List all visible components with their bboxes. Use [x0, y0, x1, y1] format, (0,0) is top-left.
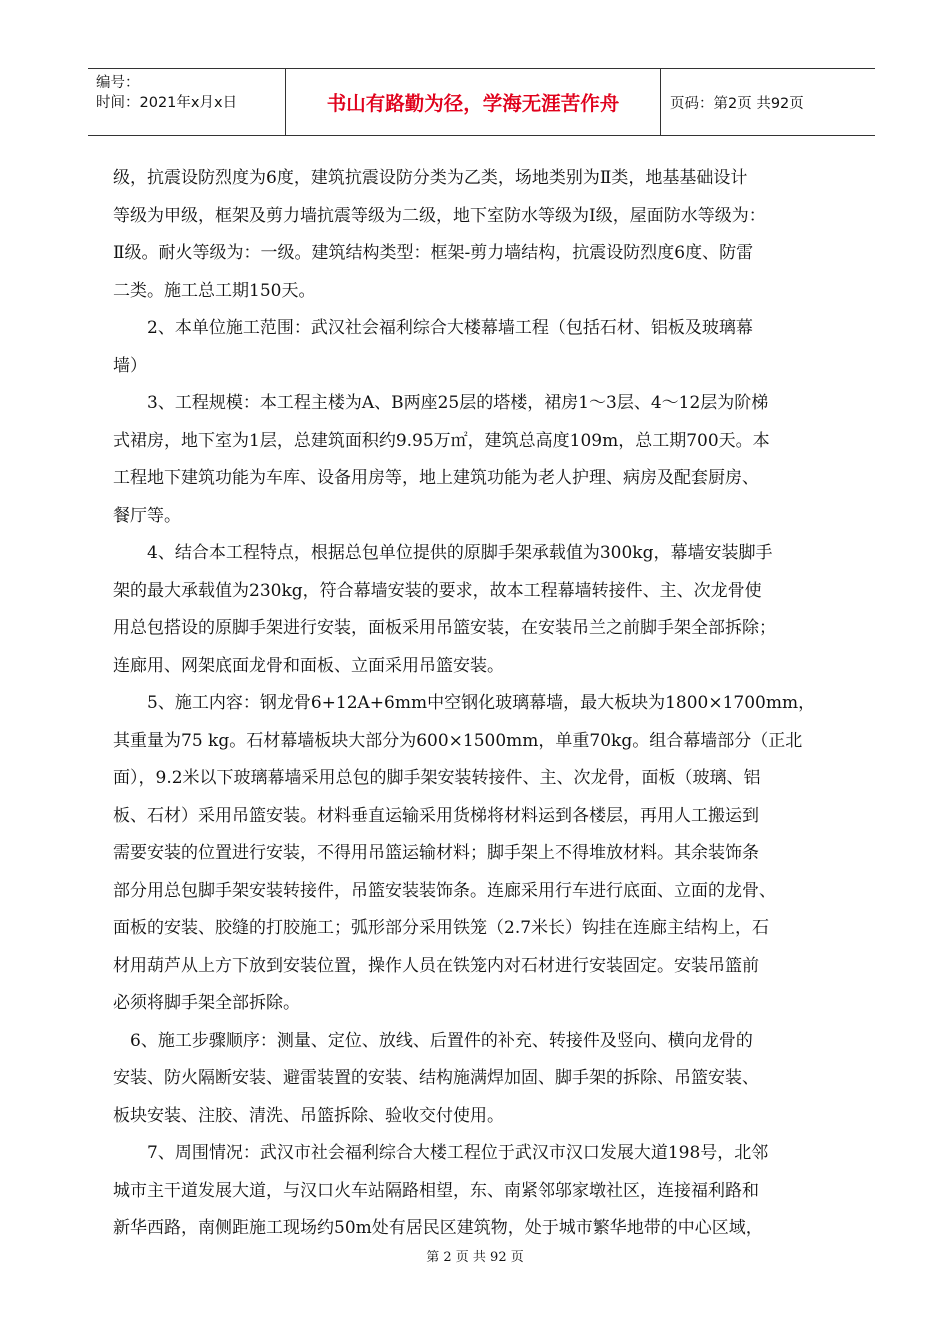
- paragraph-line: 2、本单位施工范围：武汉社会福利综合大楼幕墙工程（包括石材、铝板及玻璃幕: [113, 318, 753, 338]
- paragraph-line: Ⅱ级。耐火等级为：一级。建筑结构类型：框架-剪力墙结构，抗震设防烈度6度、防雷: [113, 243, 754, 263]
- paragraph-line: 等级为甲级，框架及剪力墙抗震等级为二级，地下室防水等级为Ⅰ级，屋面防水等级为：: [113, 205, 766, 226]
- paragraph-line: 墙）: [113, 355, 147, 376]
- header-meta: [88, 69, 286, 135]
- paragraph-line: 工程地下建筑功能为车库、设备用房等，地上建筑功能为老人护理、病房及配套厨房、: [113, 468, 759, 488]
- header-motto: 书山有路勤为径，学海无涯苦作舟: [286, 69, 661, 135]
- paragraph-line: 用总包搭设的原脚手架进行安装，面板采用吊篮安装，在安装吊兰之前脚手架全部拆除；: [113, 618, 776, 638]
- page-footer: 第 2 页 共 92 页: [426, 1250, 524, 1265]
- paragraph-line: 5、施工内容：钢龙骨6+12A+6mm中空钢化玻璃幕墙，最大板块为1800×1700mm，: [113, 693, 816, 713]
- paragraph-line: 板、石材）采用吊篮安装。材料垂直运输采用货梯将材料运到各楼层，再用人工搬运到: [113, 805, 759, 826]
- paragraph-line: 材用葫芦从上方下放到安装位置，操作人员在铁笼内对石材进行安装固定。安装吊篮前: [113, 955, 759, 976]
- paragraph-line: 面板的安装、胶缝的打胶施工；弧形部分采用铁笼（2.7米长）钩挂在连廊主结构上，石: [113, 918, 770, 938]
- body-paragraph: [113, 1023, 851, 1136]
- body-paragraph: [113, 685, 851, 1023]
- paragraph-line: 需要安装的位置进行安装，不得用吊篮运输材料；脚手架上不得堆放材料。其余装饰条: [113, 843, 759, 863]
- page-header: [88, 68, 875, 136]
- body-paragraph: [113, 385, 851, 535]
- paragraph-line: 板块安装、注胶、清洗、吊篮拆除、验收交付使用。: [113, 1105, 504, 1126]
- paragraph-line: 其重量为75 kg。石材幕墙板块大部分为600×1500mm，单重70kg。组合幕墙部分（正北: [113, 730, 803, 751]
- paragraph-line: 连廊用、网架底面龙骨和面板、立面采用吊篮安装。: [113, 655, 504, 676]
- paragraph-line: 安装、防火隔断安装、避雷装置的安装、结构施满焊加固、脚手架的拆除、吊篮安装、: [113, 1068, 759, 1088]
- body-paragraph: [113, 535, 851, 685]
- paragraph-line: 新华西路，南侧距施工现场约50m处有居民区建筑物，处于城市繁华地带的中心区域，: [113, 1218, 763, 1238]
- body-paragraph: [113, 1135, 851, 1248]
- paragraph-line: 部分用总包脚手架安装转接件，吊篮安装装饰条。连廊采用行车进行底面、立面的龙骨、: [113, 880, 776, 901]
- paragraph-line: 4、结合本工程特点，根据总包单位提供的原脚手架承载值为300kg，幕墙安装脚手: [113, 543, 773, 563]
- paragraph-line: 6、施工步骤顺序：测量、定位、放线、后置件的补充、转接件及竖向、横向龙骨的: [113, 1030, 753, 1051]
- paragraph-line: 二类。施工总工期150天。: [113, 280, 316, 301]
- paragraph-line: 7、周围情况：武汉市社会福利综合大楼工程位于武汉市汉口发展大道198号，北邻: [113, 1143, 769, 1163]
- paragraph-line: 架的最大承载值为230kg，符合幕墙安装的要求，故本工程幕墙转接件、主、次龙骨使: [113, 580, 762, 601]
- document-number: 编号：: [96, 75, 140, 91]
- paragraph-line: 式裙房，地下室为1层，总建筑面积约9.95万㎡，建筑总高度109m，总工期700天。本: [113, 430, 770, 451]
- document-time: 时间：2021年x月x日: [96, 95, 238, 111]
- document-body: [113, 160, 851, 1248]
- header-page-number: 页码：第2页 共92页: [670, 95, 804, 112]
- paragraph-line: 3、工程规模：本工程主楼为A、B两座25层的塔楼，裙房1～3层、4～12层为阶梯: [113, 393, 769, 413]
- body-paragraph: [113, 310, 851, 385]
- paragraph-line: 面），9.2米以下玻璃幕墙采用总包的脚手架安装转接件、主、次龙骨，面板（玻璃、铝: [113, 768, 761, 788]
- paragraph-line: 级，抗震设防烈度为6度，建筑抗震设防分类为乙类，场地类别为Ⅱ类，地基基础设计: [113, 168, 748, 188]
- paragraph-line: 必须将脚手架全部拆除。: [113, 993, 300, 1013]
- paragraph-line: 餐厅等。: [113, 505, 181, 526]
- paragraph-line: 城市主干道发展大道，与汉口火车站隔路相望，东、南紧邻邬家墩社区，连接福利路和: [113, 1180, 759, 1201]
- body-paragraph: [113, 160, 851, 310]
